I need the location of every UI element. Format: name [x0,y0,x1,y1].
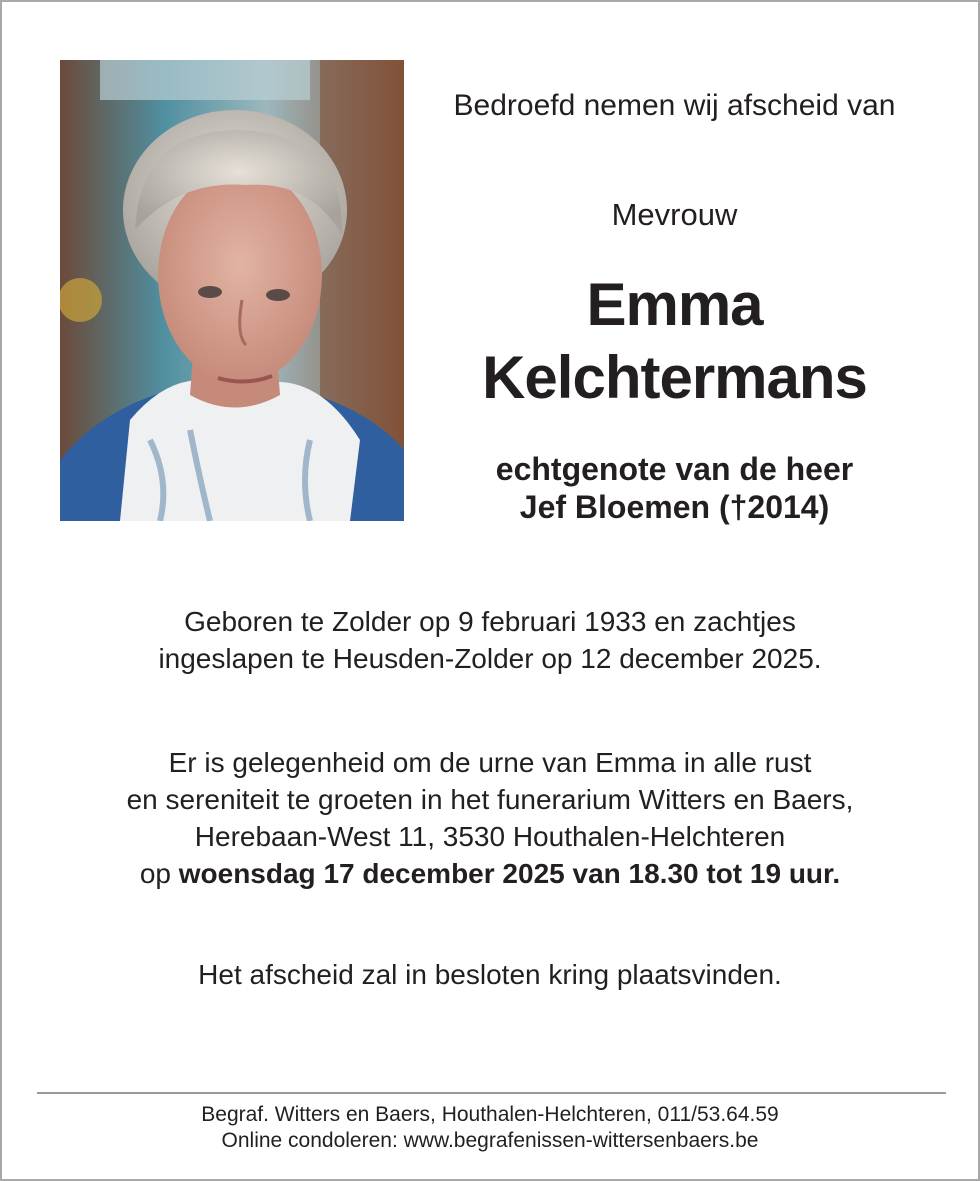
spouse-line-1: echtgenote van de heer [495,451,854,487]
condolence-link[interactable]: Online condoleren: www.begrafenissen-wittersenbaers.be [221,1129,759,1152]
footer-divider [37,1092,946,1094]
spouse-line-2: Jef Bloemen (†2014) [519,489,830,525]
farewell-text: Het afscheid zal in besloten kring plaatsvinden. [198,959,782,990]
first-name: Emma [586,271,763,338]
deceased-name [407,268,942,414]
born-line-2: ingeslapen te Heusden-Zolder op 12 december 2025. [158,643,822,674]
visit-date-prefix: op [139,858,171,889]
birth-death-info [2,603,978,677]
born-line-1: Geboren te Zolder op 9 februari 1933 en zachtjes [184,606,796,637]
last-name: Kelchtermans [482,344,867,411]
visit-line-1: Er is gelegenheid om de urne van Emma in alle rust [168,747,812,778]
visitation-info [2,744,978,892]
intro-text: Bedroefd nemen wij afscheid van [453,89,896,122]
visit-line-4 [2,855,978,892]
visit-line-2: en sereniteit te groeten in het funerarium Witters en Baers, [126,784,854,815]
spouse-info [407,450,942,526]
footer [2,1102,978,1154]
visit-date-time: woensdag 17 december 2025 van 18.30 tot 19 uur. [178,858,841,889]
portrait-image [60,60,404,521]
visit-line-3: Herebaan-West 11, 3530 Houthalen-Helchteren [194,821,786,852]
honorific-title: Mevrouw [611,197,738,232]
funeral-home-info: Begraf. Witters en Baers, Houthalen-Helchteren, 011/53.64.59 [201,1103,779,1126]
portrait-photo [60,60,404,521]
